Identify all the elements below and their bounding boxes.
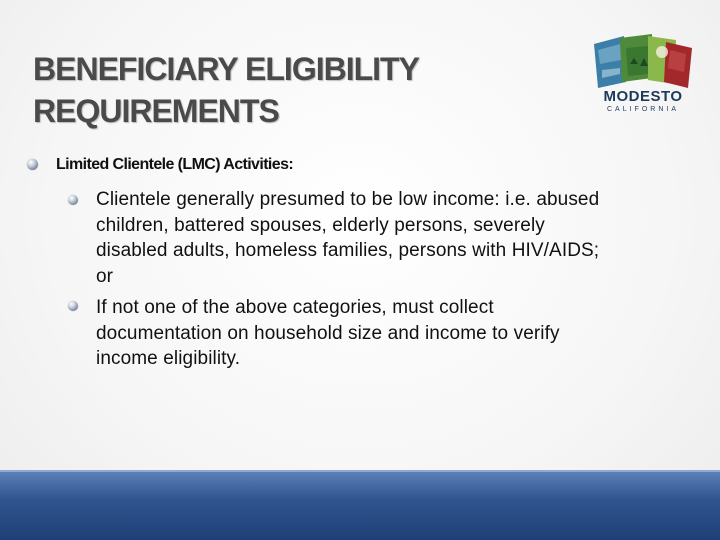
logo-subtitle: CALIFORNIA <box>606 106 679 113</box>
title-line-2: REQUIREMENTS <box>33 93 279 129</box>
text-line: or <box>96 265 114 287</box>
text-line: documentation on household size and income to verify <box>96 322 560 344</box>
footer-band <box>0 472 720 540</box>
text-line: Clientele generally presumed to be low income: i.e. abused <box>96 189 600 210</box>
text-line: If not one of the above categories, must collect <box>96 297 494 318</box>
slide-title <box>33 48 553 132</box>
bullet-level2-2-text <box>96 295 696 372</box>
text-line: disabled adults, homeless families, persons with HIV/AIDS; <box>96 240 600 261</box>
bullet-level2-1 <box>68 195 78 205</box>
text-line: children, battered spouses, elderly persons, severely <box>96 214 545 236</box>
bullet-level2-2 <box>68 301 78 311</box>
text-line: income eligibility. <box>96 348 241 369</box>
title-line-1: BENEFICIARY ELIGIBILITY <box>33 51 419 87</box>
logo-wordmark: MODESTO <box>603 88 683 105</box>
bullet-level1 <box>27 159 38 170</box>
bullet-level1-text: Limited Clientele (LMC) Activities: <box>56 156 294 173</box>
bullet-level2-1-text <box>96 187 696 289</box>
